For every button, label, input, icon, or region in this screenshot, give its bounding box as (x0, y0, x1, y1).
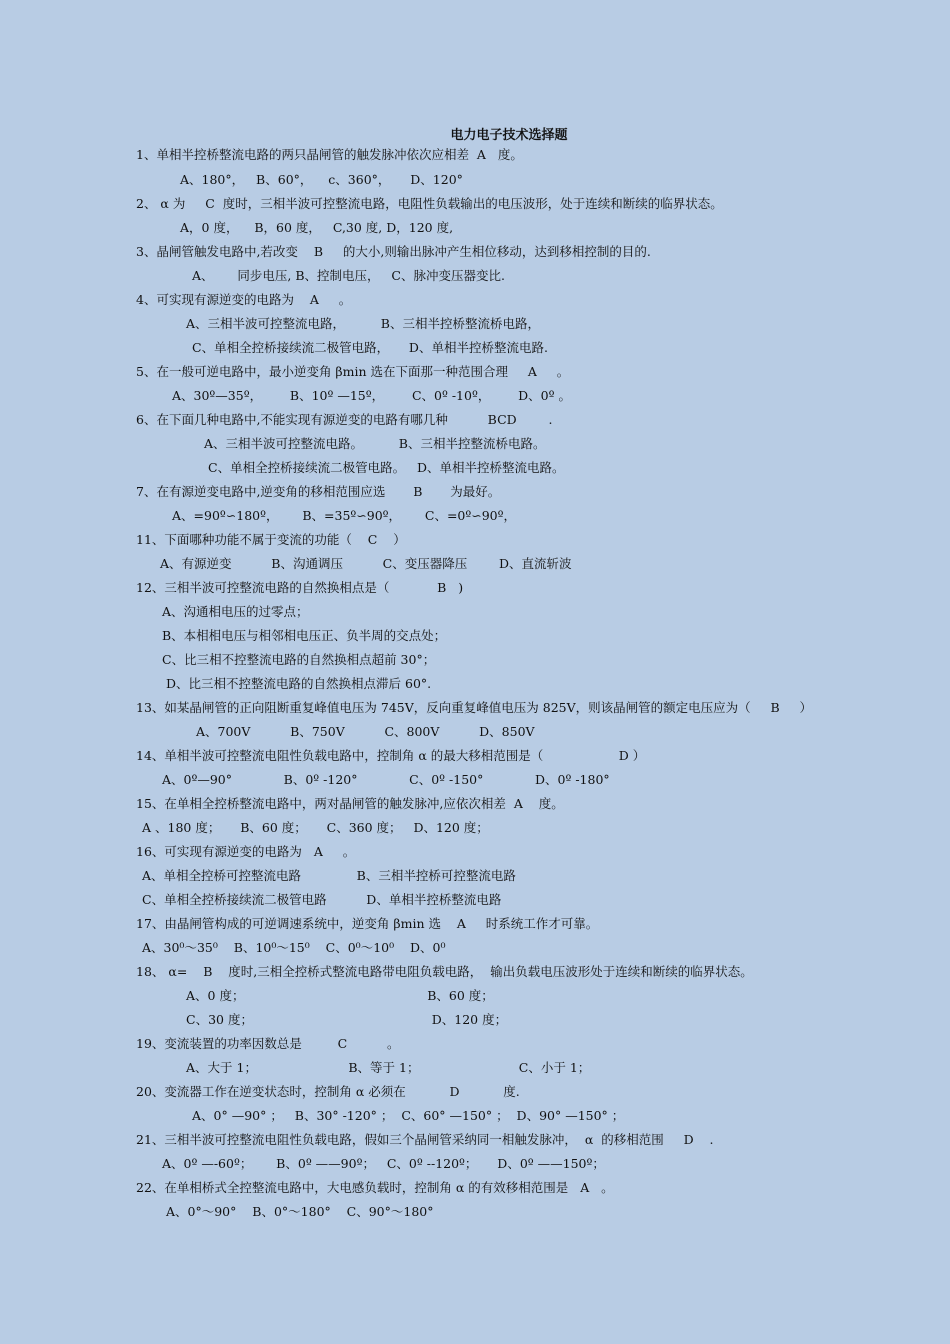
option-line: A、沟通相电压的过零点； (162, 604, 309, 619)
question-line: 11、下面哪种功能不属于变流的功能（ C ） (136, 532, 406, 547)
question-line: 3、晶闸管触发电路中,若改变 B 的大小,则输出脉冲产生相位移动，达到移相控制的目的. (136, 244, 651, 259)
option-line: A、0 度； B、60 度； (186, 988, 494, 1003)
option-line: A、0° —90° ； B、30° -120° ； C、60° —150° ； D、90° —150° ； (192, 1108, 625, 1123)
option-line: A、大于 1； B、等于 1； C、小于 1； (186, 1060, 591, 1075)
option-line: C、单相全控桥接续流二极管电路， D、单相半控桥整流电路. (192, 340, 548, 355)
question-line: 17、由晶闸管构成的可逆调速系统中，逆变角 βmin 选 A 时系统工作才可靠。 (136, 916, 599, 931)
option-line: C、比三相不控整流电路的自然换相点超前 30°； (162, 652, 436, 667)
question-line: 5、在一般可逆电路中，最小逆变角 βmin 选在下面那一种范围合理 A 。 (136, 364, 570, 379)
option-line: A、三相半波可控整流电路， B、三相半控桥整流桥电路， (186, 316, 540, 331)
question-line: 7、在有源逆变电路中,逆变角的移相范围应选 B 为最好。 (136, 484, 501, 499)
option-line: A、180°， B、60°， c、360°， D、120° (180, 172, 463, 187)
question-line: 13、如某晶闸管的正向阻断重复峰值电压为 745V，反向重复峰值电压为 825V，则该晶闸管的额定电压应为（ B ） (136, 700, 813, 715)
option-line: A、单相全控桥可控整流电路 B、三相半控桥可控整流电路 (142, 868, 516, 883)
question-line: 21、三相半波可控整流电阻性负载电路，假如三个晶闸管采纳同一相触发脉冲， α 的移相范围 D . (136, 1132, 714, 1147)
question-line: 12、三相半波可控整流电路的自然换相点是（ B ) (136, 580, 464, 595)
question-line: 6、在下面几种电路中,不能实现有源逆变的电路有哪几种 BCD . (136, 412, 553, 427)
question-line: 19、变流装置的功率因数总是 C 。 (136, 1036, 400, 1051)
question-line: 15、在单相全控桥整流电路中，两对晶闸管的触发脉冲,应依次相差 A 度。 (136, 796, 564, 811)
option-line: A、0°～90° B、0°～180° C、90°～180° (166, 1204, 434, 1219)
option-line: A，0 度， B，60 度， C,30 度, D，120 度, (180, 220, 454, 235)
option-line: A、30⁰～35⁰ B、10⁰～15⁰ C、0⁰～10⁰ D、0⁰ (142, 940, 446, 955)
option-line: C、单相全控桥接续流二极管电路。 D、单相半控桥整流电路。 (208, 460, 565, 475)
option-line: A、有源逆变 B、沟通调压 C、变压器降压 D、直流斩波 (160, 556, 572, 571)
option-line: D、比三相不控整流电路的自然换相点滞后 60°. (166, 676, 432, 691)
option-line: C、30 度； D、120 度； (186, 1012, 508, 1027)
question-line: 2、 α 为 C 度时，三相半波可控整流电路，电阻性负载输出的电压波形，处于连续和断续的临界状态。 (136, 196, 723, 211)
option-line: A、 同步电压, B、控制电压， C、脉冲变压器变比. (192, 268, 505, 283)
option-line: A、30º—35º， B、10º —15º， C、0º -10º， D、0º 。 (172, 388, 571, 403)
option-line: A、三相半波可控整流电路。 B、三相半控整流桥电路。 (204, 436, 546, 451)
option-line: A、700V B、750V C、800V D、850V (196, 724, 535, 739)
question-line: 1、单相半控桥整流电路的两只晶闸管的触发脉冲依次应相差 A 度。 (136, 147, 523, 162)
question-line: 18、 α= B 度时,三相全控桥式整流电路带电阻负载电路， 输出负载电压波形处于连续和断续的临界状态。 (136, 964, 753, 979)
option-line: A、0º —-60º； B、0º ——90º； C、0º --120º； D、0º ——150º； (162, 1156, 605, 1171)
option-line: A 、180 度； B、60 度； C、360 度； D、120 度； (142, 820, 489, 835)
option-line: B、本相相电压与相邻相电压正、负半周的交点处； (162, 628, 447, 643)
option-line: C、单相全控桥接续流二极管电路 D、单相半控桥整流电路 (142, 892, 502, 907)
page-title: 电力电子技术选择题 (450, 128, 568, 143)
question-line: 16、可实现有源逆变的电路为 A 。 (136, 844, 356, 859)
question-line: 22、在单相桥式全控整流电路中，大电感负载时，控制角 α 的有效移相范围是 A 。 (136, 1180, 614, 1195)
option-line: A、0º—90° B、0º -120° C、0º -150° D、0º -180° (162, 772, 610, 787)
question-line: 20、变流器工作在逆变状态时，控制角 α 必须在 D 度. (136, 1084, 520, 1099)
question-line: 14、单相半波可控整流电阻性负载电路中，控制角 α 的最大移相范围是（ D ） (136, 748, 646, 763)
option-line: A、=90º∽180º， B、=35º∽90º， C、=0º∽90º， (172, 508, 517, 523)
question-line: 4、可实现有源逆变的电路为 A 。 (136, 292, 352, 307)
